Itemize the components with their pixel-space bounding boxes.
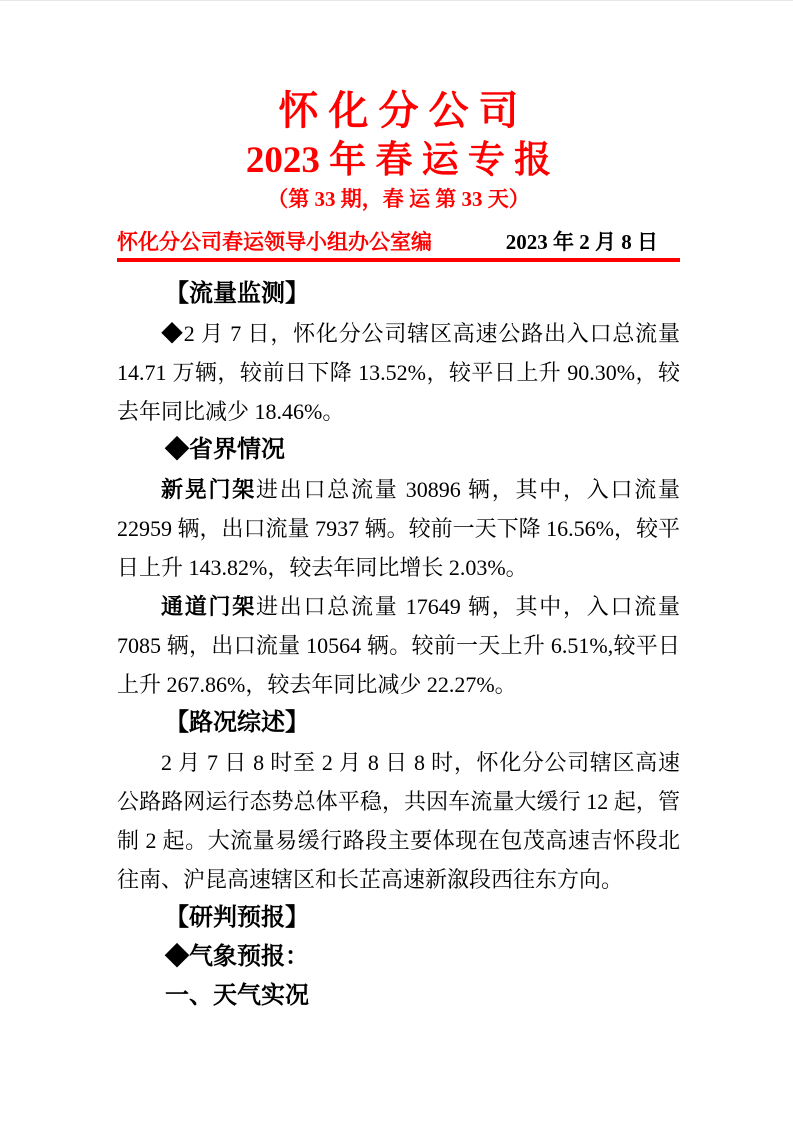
issue-date: 2023 年 2 月 8 日 bbox=[505, 230, 658, 254]
xinhuang-gantry-detail: 进出口总流量 30896 辆，其中，入口流量 22959 辆，出口流量 7937 辆。较前一天下降 16.56%，较平日上升 143.82%，较去年同比增长 2.03%。 bbox=[117, 477, 680, 580]
issue-number-subtitle: （第 33 期，春 运 第 33 天） bbox=[267, 187, 530, 211]
tongdao-gantry-detail: 进出口总流量 17649 辆，其中，入口流量 7085 辆，出口流量 10564 辆。较前一天上升 6.51%,较平日上升 267.86%，较去年同比减少 22.27%。 bbox=[117, 594, 680, 697]
paragraph-traffic-summary: ◆2 月 7 日，怀化分公司辖区高速公路出入口总流量 14.71 万辆，较前日下降 13.52%，较平日上升 90.30%，较去年同比减少 18.46%。 bbox=[117, 321, 680, 424]
editor-byline: 怀化分公司春运领导小组办公室编 bbox=[117, 230, 432, 254]
section-header-province-border: ◆省界情况 bbox=[165, 437, 285, 463]
section-header-road-overview: 【路况综述】 bbox=[165, 710, 309, 736]
paragraph-tongdao-gantry bbox=[117, 587, 680, 704]
paragraph-road-overview: 2 月 7 日 8 时至 2 月 8 日 8 时，怀化分公司辖区高速公路路网运行态势总体平稳，共因车流量大缓行 12 起，管制 2 起。大流量易缓行路段主要体现在包茂高速吉怀段北往南、沪昆高速辖区和长芷高速新溆段西往东方向。 bbox=[117, 750, 680, 892]
byline-row bbox=[117, 229, 680, 255]
report-title: 2023 年 春 运 专 报 bbox=[245, 140, 552, 181]
xinhuang-gantry-name: 新晃门架 bbox=[161, 477, 256, 502]
section-header-forecast: 【研判预报】 bbox=[165, 905, 309, 931]
document-body bbox=[117, 275, 680, 1016]
paragraph-xinhuang-gantry bbox=[117, 470, 680, 587]
red-header-rule bbox=[117, 258, 680, 262]
heading-weather-actual: 一、天气实况 bbox=[165, 983, 309, 1009]
tongdao-gantry-name: 通道门架 bbox=[161, 594, 256, 619]
company-title: 怀 化 分 公 司 bbox=[278, 88, 519, 133]
section-header-weather-forecast: ◆气象预报： bbox=[165, 944, 309, 970]
section-header-traffic-monitor: 【流量监测】 bbox=[165, 281, 309, 307]
